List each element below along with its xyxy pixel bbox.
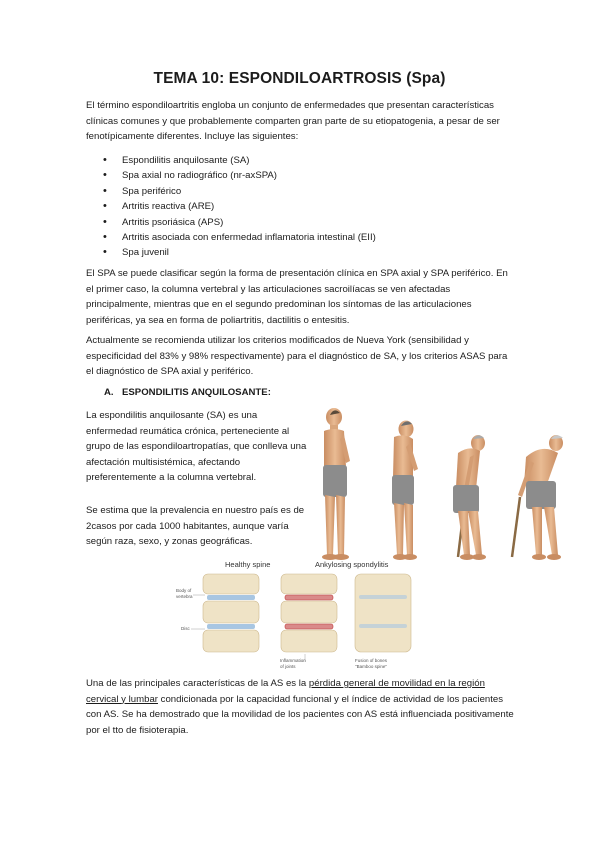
upright-figure	[322, 408, 350, 560]
healthy-spine-label: Healthy spine	[225, 560, 271, 569]
section-heading	[104, 387, 271, 398]
mobility-paragraph	[86, 676, 516, 738]
list-item: • Espondilitis anquilosante (SA)	[86, 153, 516, 168]
disease-list	[86, 153, 516, 261]
disc-label: Disc	[181, 626, 190, 631]
fused-spine-illustration	[355, 574, 411, 652]
definition-paragraph: La espondilitis anquilosante (SA) es una enfermedad reumática crónica, perteneciente al grupo de las espondiloartropatías, que conlleva una afectación multisistémica, afectando preferentemente a la columna vertebral.	[86, 410, 307, 483]
body-of-vertebra-label-1: Body of	[176, 588, 192, 593]
list-item: • Artritis psoriásica (APS)	[86, 215, 516, 230]
body-of-vertebra-label-2: vertebra	[176, 594, 193, 599]
severely-bent-figure-with-cane	[512, 435, 563, 560]
inflammation-label-2: of joints	[280, 664, 296, 669]
mobility-text-end: condicionada por la capacidad funcional y el índice de actividad de los pacientes con AS. Se ha demostrado que la movilidad de los pacientes con AS está influenciada positivamente por el tto de fisioterapia.	[86, 693, 514, 736]
healthy-spine-illustration	[203, 574, 259, 652]
section-title: ESPONDILITIS ANQUILOSANTE:	[122, 387, 271, 398]
list-item: • Artritis reactiva (ARE)	[86, 199, 516, 214]
list-item: • Spa juvenil	[86, 245, 516, 260]
page-title: TEMA 10: ESPONDILOARTROSIS (Spa)	[153, 70, 446, 87]
prevalence-paragraph: Se estima que la prevalencia en nuestro país es de 2casos por cada 1000 habitantes, aunque varía según raza, sexo, y zonas geográficas.	[86, 505, 305, 547]
section-letter: A.	[104, 387, 114, 398]
stooped-figure-with-cane	[453, 435, 486, 560]
spine-comparison-diagram	[165, 558, 445, 673]
early-stage-figure	[392, 421, 418, 561]
mobility-highlight: pérdida general de movilidad en la región cervical y lumbar	[86, 678, 485, 705]
inflamed-spine-illustration	[281, 574, 337, 652]
criteria-paragraph: Actualmente se recomienda utilizar los criterios modificados de Nueva York (sensibilidad y especificidad del 83% y 98% respectivamente) para el diagnóstico de SA, y los criterios ASAS para el diagnóstico de SPA axial y periférico.	[86, 335, 508, 377]
classification-paragraph: El SPA se puede clasificar según la forma de presentación clínica en SPA axial y SPA periférico. En el primer caso, la columna vertebral y las articulaciones sacroilíacas se ven afectadas principalmente, mientras que en el segundo predominan los síntomas de las articulaciones periféricas, ya sea en forma de poliartritis, dactilitis o entesitis.	[86, 268, 508, 326]
ankylosing-spondylitis-label: Ankylosing spondylitis	[315, 560, 389, 569]
fusion-label-1: Fusion of bones	[355, 658, 388, 663]
fusion-label-2: "Bamboo spine"	[355, 664, 387, 669]
list-item: • Spa axial no radiográfico (nr-axSPA)	[86, 168, 516, 183]
list-item: • Spa periférico	[86, 184, 516, 199]
posture-progression-illustration	[300, 405, 585, 575]
intro-paragraph: El término espondiloartritis engloba un conjunto de enfermedades que presentan características clínicas comunes y que probablemente comparten gran parte de su etiopatogenia, a pesar de ser fenotípicamente diferentes. Incluye las siguientes:	[86, 100, 500, 142]
mobility-text-start: Una de las principales características de la AS es la	[86, 678, 309, 689]
list-item: • Artritis asociada con enfermedad inflamatoria intestinal (EII)	[86, 230, 516, 245]
inflammation-label-1: Inflammation	[280, 658, 306, 663]
